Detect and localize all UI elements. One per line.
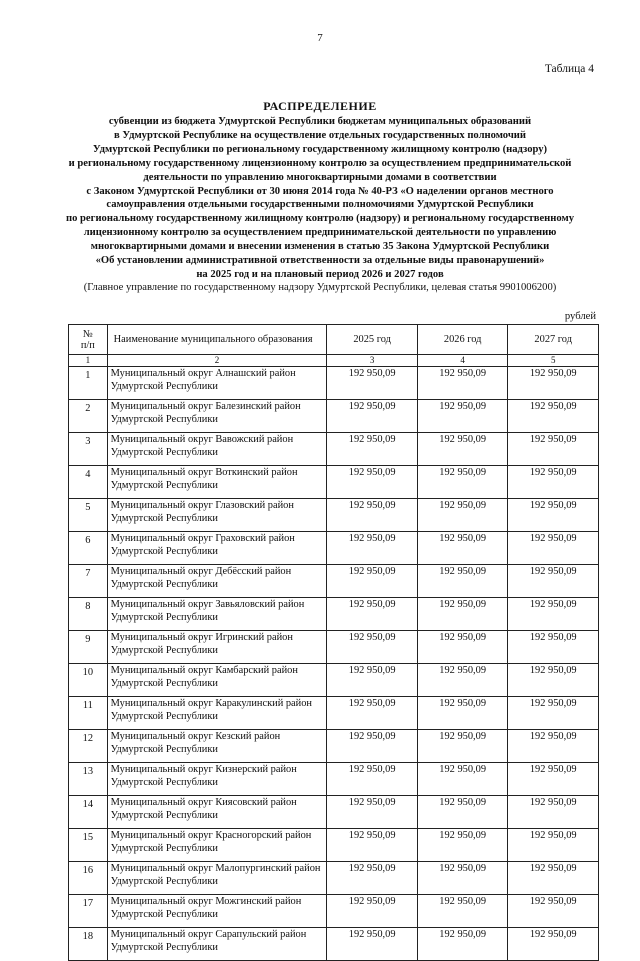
column-number: 5: [508, 355, 599, 367]
subtitle-line: «Об установлении административной ответственности за отдельные виды правонарушений»: [95, 255, 545, 267]
value-2027: 192 950,09: [508, 400, 599, 433]
column-number: 4: [417, 355, 508, 367]
table-row: [69, 367, 599, 400]
table-row: [69, 796, 599, 829]
row-number: 14: [69, 796, 108, 829]
value-2026: 192 950,09: [417, 532, 508, 565]
document-title: РАСПРЕДЕЛЕНИЕ: [263, 99, 377, 113]
value-2025: 192 950,09: [327, 862, 418, 895]
table-row: [69, 631, 599, 664]
table-row: [69, 433, 599, 466]
subtitle-line: и региональному государственному лицензионному контролю за осуществлением предпринимательской: [68, 157, 572, 169]
value-2025: 192 950,09: [327, 565, 418, 598]
value-2025: 192 950,09: [327, 466, 418, 499]
table-label: Таблица 4: [544, 63, 594, 75]
subtitle-line: многоквартирными домами и внесении изменения в статью 35 Закона Удмуртской Республики: [90, 241, 550, 253]
row-number: 18: [69, 928, 108, 961]
value-2025: 192 950,09: [327, 532, 418, 565]
municipality-name: Муниципальный округ Кизнерский район Удмуртской Республики: [107, 763, 327, 796]
value-2026: 192 950,09: [417, 895, 508, 928]
table-row: [69, 928, 599, 961]
municipality-name: Муниципальный округ Сарапульский район Удмуртской Республики: [107, 928, 327, 961]
subtitle-line: на 2025 год и на плановый период 2026 и 2027 годов: [196, 268, 444, 280]
value-2025: 192 950,09: [327, 697, 418, 730]
row-number: 13: [69, 763, 108, 796]
value-2026: 192 950,09: [417, 367, 508, 400]
municipality-name: Муниципальный округ Алнашский район Удмуртской Республики: [107, 367, 327, 400]
value-2025: 192 950,09: [327, 796, 418, 829]
column-number: 2: [107, 355, 327, 367]
table-row: [69, 499, 599, 532]
municipality-name: Муниципальный округ Можгинский район Удмуртской Республики: [107, 895, 327, 928]
subtitle-line: самоуправления отдельными государственными полномочиями Удмуртской Республики: [106, 199, 534, 211]
distribution-table: [68, 324, 599, 961]
value-2026: 192 950,09: [417, 466, 508, 499]
value-2026: 192 950,09: [417, 664, 508, 697]
value-2027: 192 950,09: [508, 598, 599, 631]
value-2027: 192 950,09: [508, 565, 599, 598]
value-2025: 192 950,09: [327, 631, 418, 664]
value-2027: 192 950,09: [508, 367, 599, 400]
row-number: 16: [69, 862, 108, 895]
value-2025: 192 950,09: [327, 598, 418, 631]
municipality-name: Муниципальный округ Кезский район Удмуртской Республики: [107, 730, 327, 763]
municipality-name: Муниципальный округ Балезинский район Удмуртской Республики: [107, 400, 327, 433]
table-row: [69, 598, 599, 631]
subtitle-line: с Законом Удмуртской Республики от 30 июня 2014 года № 40-РЗ «О наделении органов местного: [86, 185, 554, 197]
municipality-name: Муниципальный округ Вавожский район Удмуртской Республики: [107, 433, 327, 466]
value-2026: 192 950,09: [417, 631, 508, 664]
row-number: 15: [69, 829, 108, 862]
value-2027: 192 950,09: [508, 466, 599, 499]
table-body: [69, 367, 599, 961]
subtitle-line: в Удмуртской Республике на осуществление отдельных государственных полномочий: [113, 129, 527, 141]
municipality-name: Муниципальный округ Каракулинский район Удмуртской Республики: [107, 697, 327, 730]
value-2027: 192 950,09: [508, 532, 599, 565]
municipality-name: Муниципальный округ Глазовский район Удмуртской Республики: [107, 499, 327, 532]
value-2026: 192 950,09: [417, 697, 508, 730]
row-number: 12: [69, 730, 108, 763]
value-2026: 192 950,09: [417, 433, 508, 466]
value-2026: 192 950,09: [417, 499, 508, 532]
header-name: Наименование муниципального образования: [107, 325, 327, 355]
municipality-name: Муниципальный округ Дебёсский район Удмуртской Республики: [107, 565, 327, 598]
column-number: 3: [327, 355, 418, 367]
value-2027: 192 950,09: [508, 763, 599, 796]
value-2026: 192 950,09: [417, 862, 508, 895]
value-2026: 192 950,09: [417, 796, 508, 829]
row-number: 7: [69, 565, 108, 598]
value-2025: 192 950,09: [327, 664, 418, 697]
value-2026: 192 950,09: [417, 928, 508, 961]
table-row: [69, 400, 599, 433]
row-number: 8: [69, 598, 108, 631]
value-2025: 192 950,09: [327, 829, 418, 862]
row-number: 5: [69, 499, 108, 532]
table-row: [69, 466, 599, 499]
value-2025: 192 950,09: [327, 499, 418, 532]
municipality-name: Муниципальный округ Малопургинский район Удмуртской Республики: [107, 862, 327, 895]
table-row: [69, 862, 599, 895]
header-2026: 2026 год: [417, 325, 508, 355]
value-2025: 192 950,09: [327, 400, 418, 433]
row-number: 9: [69, 631, 108, 664]
value-2027: 192 950,09: [508, 895, 599, 928]
value-2026: 192 950,09: [417, 598, 508, 631]
agency-line: (Главное управление по государственному надзору Удмуртской Республики, целевая статья 9901006200): [83, 282, 557, 293]
page-number: 7: [317, 32, 323, 44]
value-2027: 192 950,09: [508, 499, 599, 532]
row-number: 11: [69, 697, 108, 730]
row-number: 2: [69, 400, 108, 433]
value-2025: 192 950,09: [327, 730, 418, 763]
table-row: [69, 664, 599, 697]
value-2027: 192 950,09: [508, 796, 599, 829]
value-2026: 192 950,09: [417, 829, 508, 862]
municipality-name: Муниципальный округ Киясовский район Удмуртской Республики: [107, 796, 327, 829]
table-row: [69, 532, 599, 565]
value-2025: 192 950,09: [327, 367, 418, 400]
value-2025: 192 950,09: [327, 895, 418, 928]
subtitle-line: деятельности по управлению многоквартирными домами в соответствии: [143, 171, 497, 183]
municipality-name: Муниципальный округ Граховский район Удмуртской Республики: [107, 532, 327, 565]
value-2027: 192 950,09: [508, 664, 599, 697]
value-2025: 192 950,09: [327, 763, 418, 796]
value-2027: 192 950,09: [508, 433, 599, 466]
subtitle-line: субвенции из бюджета Удмуртской Республики бюджетам муниципальных образований: [108, 116, 532, 127]
row-number: 3: [69, 433, 108, 466]
table-row: [69, 829, 599, 862]
table-row: [69, 895, 599, 928]
municipality-name: Муниципальный округ Камбарский район Удмуртской Республики: [107, 664, 327, 697]
document-subtitle: [58, 115, 582, 282]
value-2027: 192 950,09: [508, 928, 599, 961]
row-number: 1: [69, 367, 108, 400]
table-row: [69, 730, 599, 763]
column-number-row: [69, 355, 599, 367]
row-number: 10: [69, 664, 108, 697]
table-row: [69, 697, 599, 730]
units-label: рублей: [564, 311, 596, 322]
row-number: 4: [69, 466, 108, 499]
column-number: 1: [69, 355, 108, 367]
municipality-name: Муниципальный округ Красногорский район Удмуртской Республики: [107, 829, 327, 862]
municipality-name: Муниципальный округ Воткинский район Удмуртской Республики: [107, 466, 327, 499]
municipality-name: Муниципальный округ Игринский район Удмуртской Республики: [107, 631, 327, 664]
subtitle-line: Удмуртской Республики по региональному государственному жилищному контролю (надзору): [92, 143, 548, 155]
subtitle-line: лицензионному контролю за осуществлением предпринимательской деятельности по управлению: [83, 227, 557, 239]
table-header-row: [69, 325, 599, 355]
row-number: 17: [69, 895, 108, 928]
value-2027: 192 950,09: [508, 829, 599, 862]
municipality-name: Муниципальный округ Завьяловский район Удмуртской Республики: [107, 598, 327, 631]
value-2025: 192 950,09: [327, 928, 418, 961]
row-number: 6: [69, 532, 108, 565]
table-row: [69, 565, 599, 598]
value-2026: 192 950,09: [417, 730, 508, 763]
value-2026: 192 950,09: [417, 565, 508, 598]
value-2026: 192 950,09: [417, 763, 508, 796]
value-2027: 192 950,09: [508, 631, 599, 664]
value-2026: 192 950,09: [417, 400, 508, 433]
subtitle-line: по региональному государственному жилищному контролю (надзору) и региональному государственному: [65, 213, 575, 225]
value-2025: 192 950,09: [327, 433, 418, 466]
header-num: № п/п: [69, 325, 108, 355]
value-2027: 192 950,09: [508, 697, 599, 730]
value-2027: 192 950,09: [508, 862, 599, 895]
table-row: [69, 763, 599, 796]
header-2027: 2027 год: [508, 325, 599, 355]
value-2027: 192 950,09: [508, 730, 599, 763]
header-2025: 2025 год: [327, 325, 418, 355]
